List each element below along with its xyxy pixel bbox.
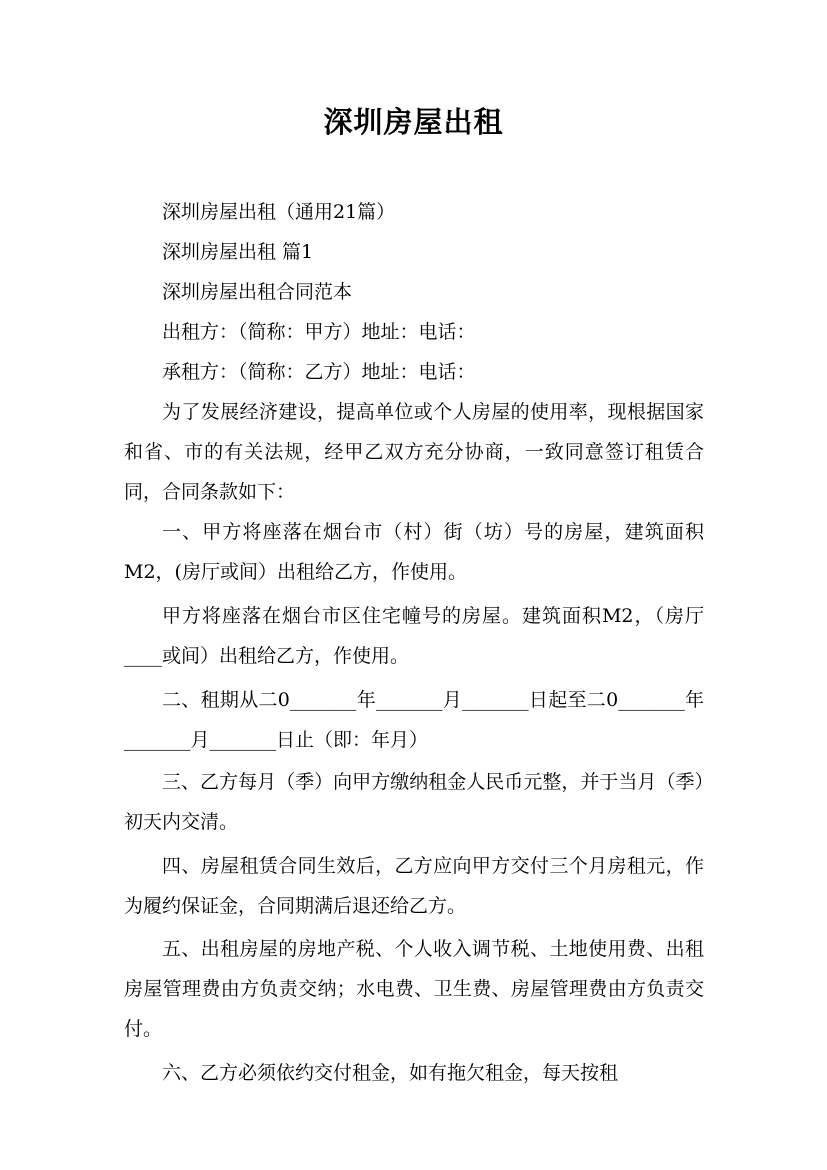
paragraph-clause-1: 一、甲方将座落在烟台市（村）街（坊）号的房屋，建筑面积M2，(房厅或间）出租给乙方，作使用。 (124, 521, 704, 583)
paragraph-clause-4: 四、房屋租赁合同生效后，乙方应向甲方交付三个月房租元，作为履约保证金，合同期满后退还给乙方。 (124, 855, 704, 917)
paragraph-clause-5: 五、出租房屋的房地产税、个人收入调节税、土地使用费、出租房屋管理费由方负责交纳；水电费、卫生费、房屋管理费由方负责交付。 (124, 938, 704, 1040)
document-body (124, 192, 704, 1093)
paragraph-clause-2: 二、租期从二0_______年_______月_______日起至二0_______年_______月_______日止（即：年月） (124, 689, 704, 751)
document-title: 深圳房屋出租 (323, 105, 504, 139)
paragraph-collection-title: 深圳房屋出租（通用21篇） (162, 201, 396, 223)
paragraph-preamble: 为了发展经济建设，提高单位或个人房屋的使用率，现根据国家和省、市的有关法规，经甲乙双方充分协商，一致同意签订租赁合同，合同条款如下： (124, 401, 704, 503)
paragraph-contract-title: 深圳房屋出租合同范本 (162, 281, 353, 303)
paragraph-clause-3: 三、乙方每月（季）向甲方缴纳租金人民币元整，并于当月（季）初天内交清。 (124, 771, 704, 833)
paragraph-lessor: 出租方：（简称：甲方）地址：电话： (162, 321, 476, 343)
paragraph-clause-1-alt: 甲方将座落在烟台市区住宅幢号的房屋。建筑面积M2，（房厅____或间）出租给乙方，作使用。 (124, 605, 704, 667)
paragraph-lessee: 承租方：（简称：乙方）地址：电话： (162, 361, 476, 383)
paragraph-article-heading: 深圳房屋出租 篇1 (162, 241, 314, 263)
paragraph-clause-6: 六、乙方必须依约交付租金，如有拖欠租金，每天按租 (162, 1062, 619, 1084)
